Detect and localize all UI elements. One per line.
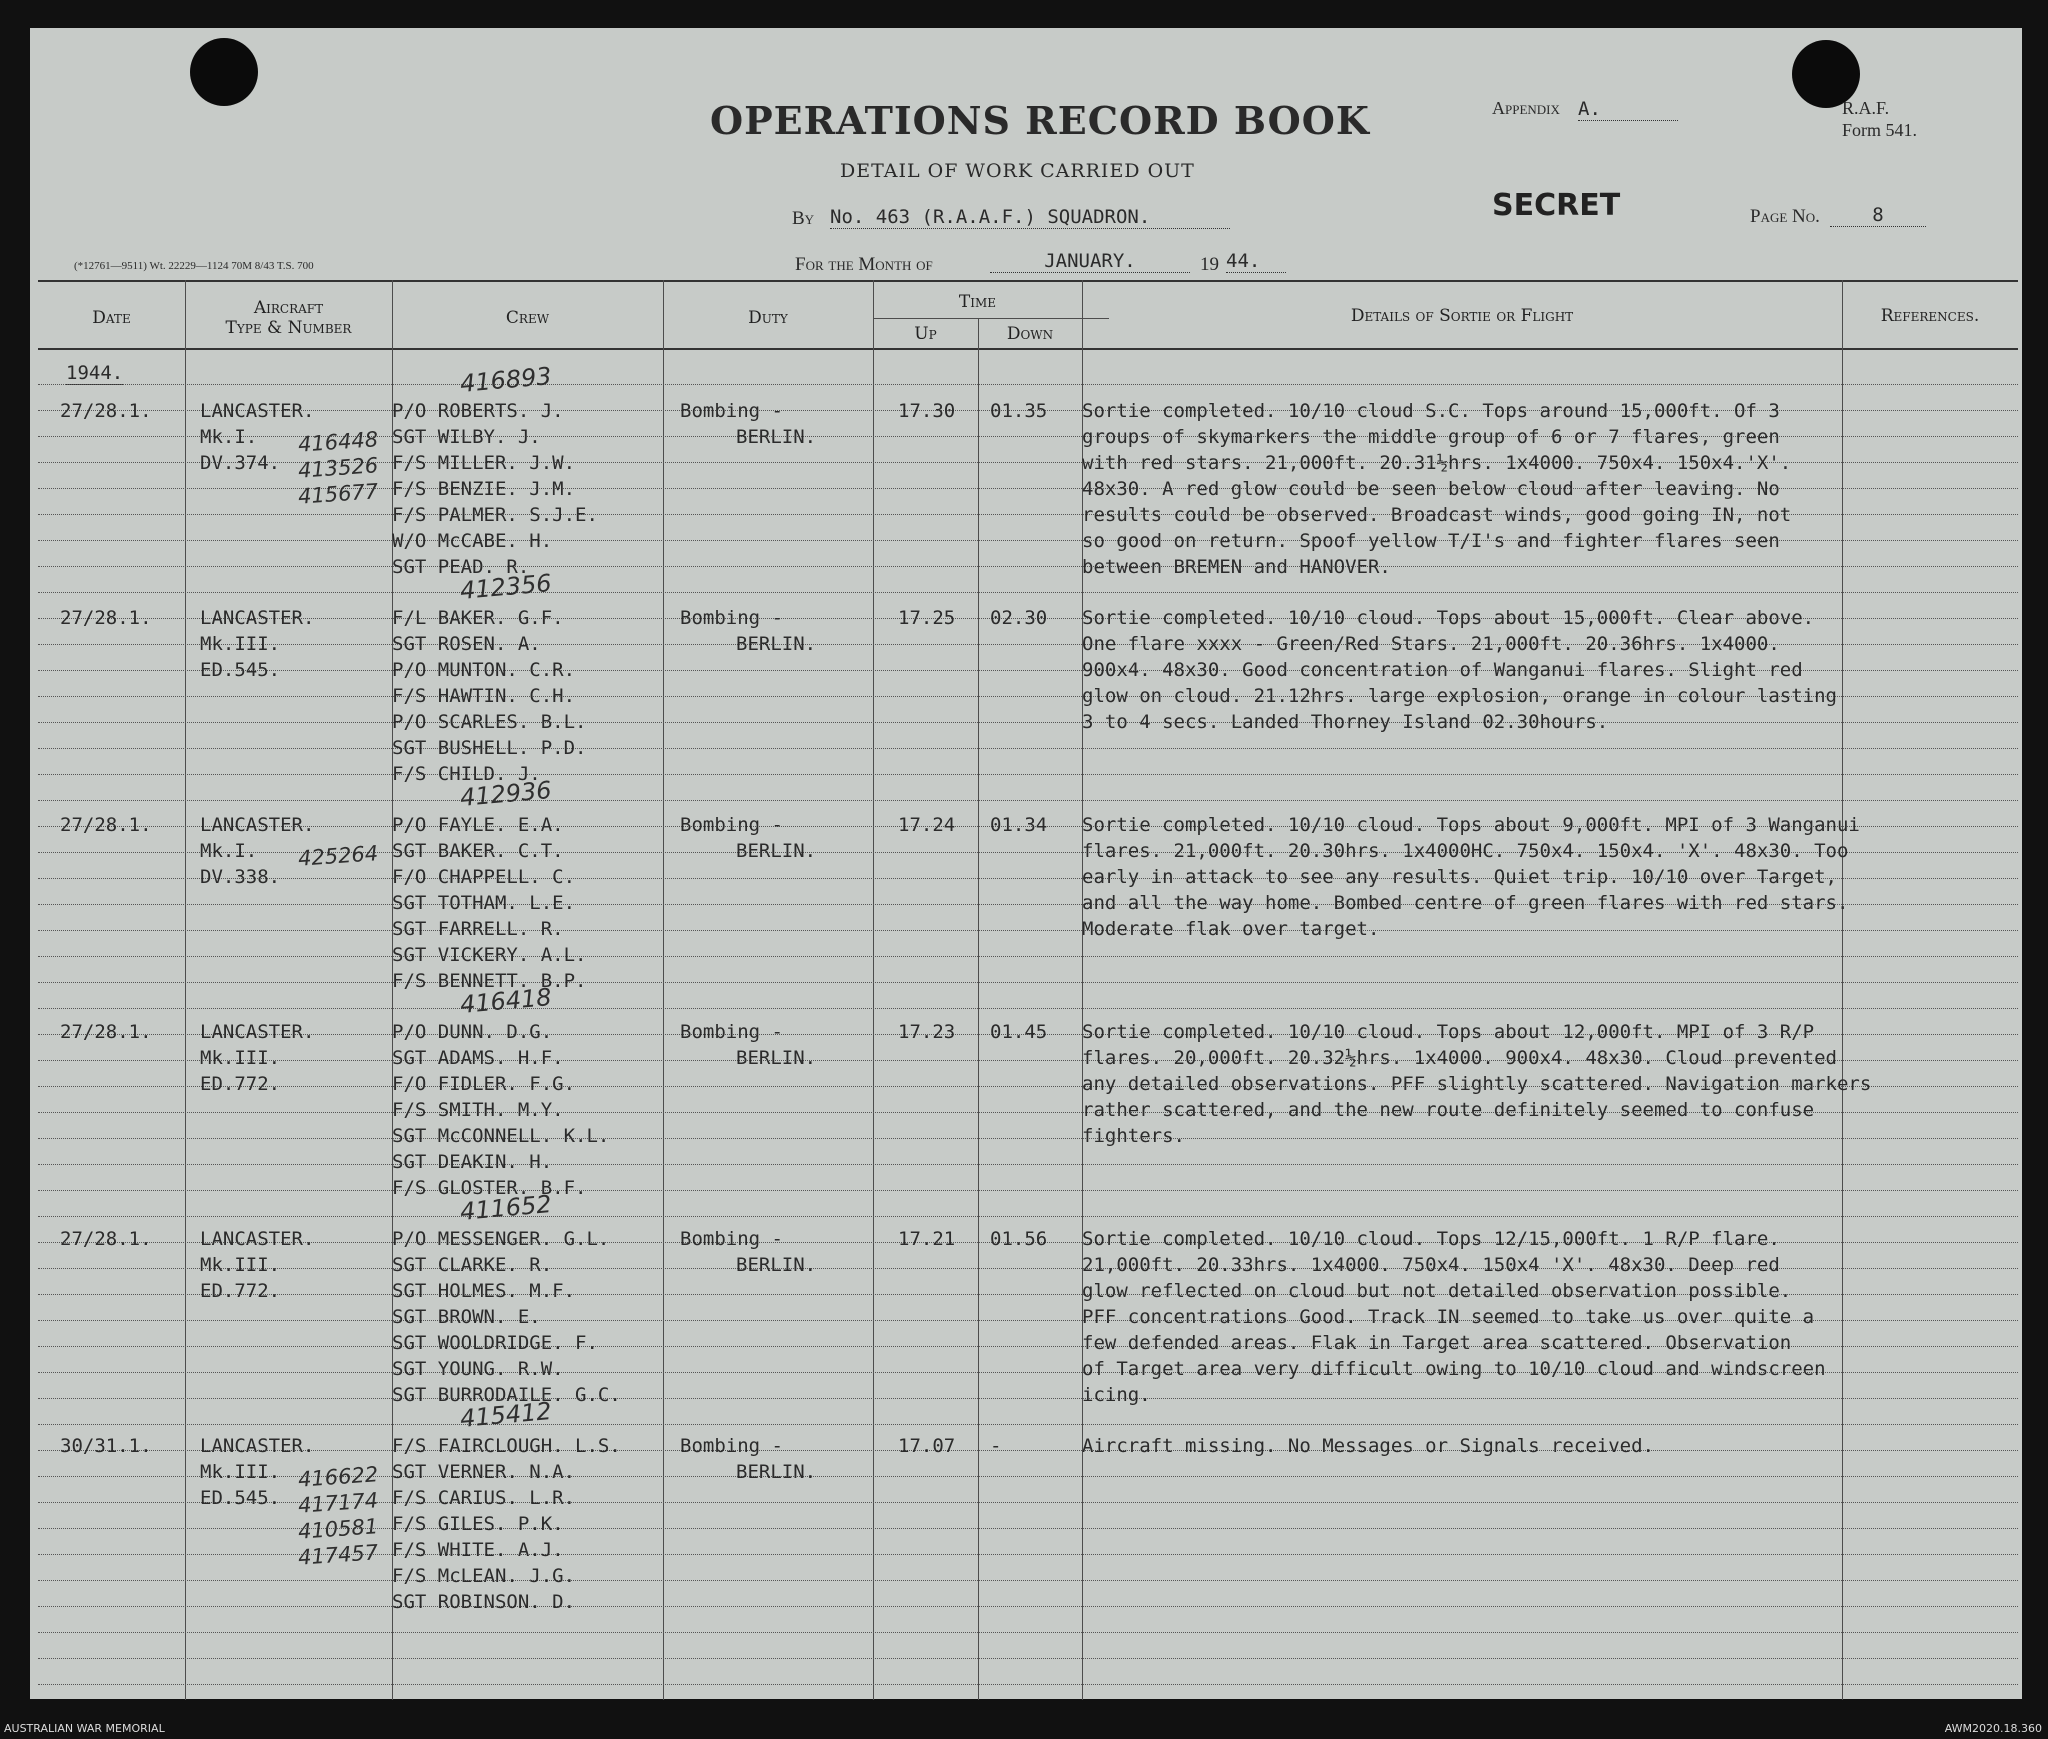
ruled-line	[38, 566, 2018, 567]
print-code: (*12761—9511) Wt. 22229—1124 70M 8/43 T.S. 700	[74, 260, 314, 272]
crew-member: SGT BUSHELL. P.D.	[392, 737, 587, 759]
crew-member: SGT McCONNELL. K.L.	[392, 1125, 610, 1147]
sortie-detail-line: few defended areas. Flak in Target area scattered. Observation	[1082, 1332, 1792, 1354]
col-divider	[978, 318, 979, 1700]
ruled-line	[38, 930, 2018, 931]
aircraft-line: DV.338.	[200, 866, 281, 888]
ruled-line	[38, 1138, 2018, 1139]
col-header-aircraft-sub: Type & Number	[225, 318, 352, 338]
aircraft-line: LANCASTER.	[200, 400, 315, 422]
col-header-crew: Crew	[505, 308, 550, 328]
sortie-detail-line: Sortie completed. 10/10 cloud. Tops about 9,000ft. MPI of 3 Wanganui	[1082, 814, 1860, 836]
sortie-detail-line: flares. 21,000ft. 20.30hrs. 1x4000HC. 750x4. 150x4. 'X'. 48x30. Too	[1082, 840, 1849, 862]
duty-line: Bombing -	[680, 400, 783, 422]
sortie-date: 30/31.1.	[60, 1435, 152, 1457]
ruled-line	[38, 956, 2018, 957]
col-divider	[663, 280, 664, 1700]
sortie-detail-line: flares. 20,000ft. 20.32½hrs. 1x4000. 900x4. 48x30. Cloud prevented	[1082, 1047, 1837, 1069]
appendix-label: Appendix	[1492, 98, 1560, 118]
col-header-date: Date	[92, 308, 131, 328]
sortie-date: 27/28.1.	[60, 814, 152, 836]
crew-member: SGT BURRODAILE. G.C.	[392, 1384, 621, 1406]
sortie-detail-line: between BREMEN and HANOVER.	[1082, 556, 1391, 578]
binder-hole-left	[190, 38, 258, 106]
crew-member: SGT HOLMES. M.F.	[392, 1280, 576, 1302]
crew-member: P/O SCARLES. B.L.	[392, 711, 587, 733]
handwritten-service-number: 416893	[458, 362, 553, 398]
sortie-detail-line: icing.	[1082, 1384, 1151, 1406]
crew-member: SGT PEAD. R.	[392, 556, 530, 578]
duty-line: Bombing -	[680, 1435, 783, 1457]
year-entry: 1944.	[66, 362, 124, 384]
page-number: 8	[1830, 204, 1926, 227]
time-split-line	[873, 318, 1109, 319]
aircraft-line: LANCASTER.	[200, 814, 315, 836]
duty-line: Bombing -	[680, 814, 783, 836]
ruled-line	[38, 592, 2018, 593]
handwritten-service-number: 410581	[297, 1514, 379, 1544]
crew-member: P/O FAYLE. E.A.	[392, 814, 564, 836]
month-label: For the Month of	[795, 254, 933, 275]
aircraft-line: Mk.III.	[200, 1461, 281, 1483]
col-header-down: Down	[1006, 324, 1054, 344]
crew-member: F/S BENZIE. J.M.	[392, 478, 576, 500]
aircraft-line: Mk.III.	[200, 1047, 281, 1069]
sortie-date: 27/28.1.	[60, 607, 152, 629]
handwritten-service-number: 425264	[297, 841, 379, 871]
sortie-detail-line: and all the way home. Bombed centre of green flares with red stars.	[1082, 892, 1849, 914]
time-down: 01.34	[990, 814, 1048, 836]
duty-line: Bombing -	[680, 1021, 783, 1043]
crew-member: P/O ROBERTS. J.	[392, 400, 564, 422]
time-down: 01.45	[990, 1021, 1048, 1043]
handwritten-service-number: 412936	[458, 776, 553, 812]
time-up: 17.23	[898, 1021, 956, 1043]
aircraft-line: ED.772.	[200, 1073, 281, 1095]
crew-member: F/S PALMER. S.J.E.	[392, 504, 598, 526]
aircraft-line: Mk.I.	[200, 840, 258, 862]
duty-line: BERLIN.	[736, 1047, 817, 1069]
sortie-detail-line: Sortie completed. 10/10 cloud. Tops about 15,000ft. Clear above.	[1082, 607, 1815, 629]
secret-stamp: SECRET	[1492, 188, 1621, 223]
time-down: 01.35	[990, 400, 1048, 422]
ruled-line	[38, 1164, 2018, 1165]
form-line2: Form 541.	[1842, 120, 1918, 140]
aircraft-line: DV.374.	[200, 452, 281, 474]
sortie-detail-line: rather scattered, and the new route definitely seemed to confuse	[1082, 1099, 1815, 1121]
crew-member: F/S CHILD. J.	[392, 763, 541, 785]
time-up: 17.30	[898, 400, 956, 422]
sortie-detail-line: Sortie completed. 10/10 cloud. Tops about 12,000ft. MPI of 3 R/P	[1082, 1021, 1815, 1043]
crew-member: F/L BAKER. G.F.	[392, 607, 564, 629]
crew-member: F/S McLEAN. J.G.	[392, 1565, 576, 1587]
ruled-line	[38, 800, 2018, 801]
crew-member: SGT WILBY. J.	[392, 426, 541, 448]
crew-member: W/O McCABE. H.	[392, 530, 553, 552]
crew-member: P/O MESSENGER. G.L.	[392, 1228, 610, 1250]
crew-member: F/O FIDLER. F.G.	[392, 1073, 576, 1095]
sortie-date: 27/28.1.	[60, 1021, 152, 1043]
crew-member: F/S WHITE. A.J.	[392, 1539, 564, 1561]
col-header-references: References.	[1880, 306, 1980, 326]
time-down: 02.30	[990, 607, 1048, 629]
ruled-line	[38, 1424, 2018, 1425]
ruled-line	[38, 1398, 2018, 1399]
sortie-detail-line: 900x4. 48x30. Good concentration of Wanganui flares. Slight red	[1082, 659, 1803, 681]
crew-member: F/S SMITH. M.Y.	[392, 1099, 564, 1121]
duty-line: BERLIN.	[736, 1254, 817, 1276]
ruled-line	[38, 1450, 2018, 1451]
duty-line: Bombing -	[680, 607, 783, 629]
page-title: OPERATIONS RECORD BOOK	[710, 98, 1370, 143]
duty-line: BERLIN.	[736, 1461, 817, 1483]
col-header-up: Up	[914, 324, 937, 344]
duty-line: BERLIN.	[736, 633, 817, 655]
col-divider	[185, 280, 186, 1700]
sortie-detail-line: PFF concentrations Good. Track IN seemed to take us over quite a	[1082, 1306, 1815, 1328]
ruled-line	[38, 982, 2018, 983]
header-bottom-border	[38, 348, 2018, 350]
handwritten-service-number: 416418	[458, 983, 553, 1019]
sortie-detail-line: Sortie completed. 10/10 cloud. Tops 12/15,000ft. 1 R/P flare.	[1082, 1228, 1780, 1250]
time-up: 17.25	[898, 607, 956, 629]
sortie-detail-line: glow reflected on cloud but not detailed observation possible.	[1082, 1280, 1792, 1302]
crew-member: SGT ADAMS. H.F.	[392, 1047, 564, 1069]
duty-line: Bombing -	[680, 1228, 783, 1250]
handwritten-service-number: 412356	[458, 569, 553, 605]
crew-member: F/S GLOSTER. B.F.	[392, 1177, 587, 1199]
crew-member: F/S GILES. P.K.	[392, 1513, 564, 1535]
time-down: 01.56	[990, 1228, 1048, 1250]
ruled-line	[38, 1190, 2018, 1191]
appendix-value: A.	[1578, 98, 1678, 121]
table-top-border	[38, 280, 2018, 282]
handwritten-service-number: 411652	[458, 1190, 553, 1226]
sortie-detail-line: 48x30. A red glow could be seen below cloud after leaving. No	[1082, 478, 1780, 500]
crew-member: SGT BAKER. C.T.	[392, 840, 564, 862]
page-subtitle: DETAIL OF WORK CARRIED OUT	[840, 160, 1195, 182]
handwritten-service-number: 417174	[297, 1488, 379, 1518]
duty-line: BERLIN.	[736, 426, 817, 448]
crew-member: F/S FAIRCLOUGH. L.S.	[392, 1435, 621, 1457]
aircraft-line: Mk.III.	[200, 1254, 281, 1276]
sortie-detail-line: 21,000ft. 20.33hrs. 1x4000. 750x4. 150x4 'X'. 48x30. Deep red	[1082, 1254, 1780, 1276]
crew-member: F/S CARIUS. L.R.	[392, 1487, 576, 1509]
col-divider	[1842, 280, 1843, 1700]
crew-member: SGT VERNER. N.A.	[392, 1461, 576, 1483]
time-up: 17.21	[898, 1228, 956, 1250]
crew-member: SGT CLARKE. R.	[392, 1254, 553, 1276]
sortie-date: 27/28.1.	[60, 1228, 152, 1250]
crew-member: P/O MUNTON. C.R.	[392, 659, 576, 681]
aircraft-line: ED.545.	[200, 1487, 281, 1509]
duty-line: BERLIN.	[736, 840, 817, 862]
aircraft-line: ED.545.	[200, 659, 281, 681]
sortie-detail-line: any detailed observations. PFF slightly scattered. Navigation markers	[1082, 1073, 1872, 1095]
col-header-details: Details of Sortie or Flight	[1350, 306, 1574, 326]
handwritten-service-number: 415412	[458, 1397, 553, 1433]
col-header-duty: Duty	[748, 308, 788, 328]
crew-member: P/O DUNN. D.G.	[392, 1021, 553, 1043]
col-header-aircraft: Aircraft	[253, 298, 324, 318]
month-value: JANUARY.	[990, 250, 1190, 273]
sortie-detail-line: Moderate flak over target.	[1082, 918, 1380, 940]
aircraft-line: LANCASTER.	[200, 1435, 315, 1457]
ruled-line	[38, 1606, 2018, 1607]
year-value: 44.	[1226, 250, 1286, 273]
sortie-detail-line: early in attack to see any results. Quiet trip. 10/10 over Target,	[1082, 866, 1837, 888]
time-up: 17.07	[898, 1435, 956, 1457]
crew-member: SGT DEAKIN. H.	[392, 1151, 553, 1173]
sortie-detail-line: glow on cloud. 21.12hrs. large explosion, orange in colour lasting	[1082, 685, 1837, 707]
handwritten-service-number: 413526	[297, 453, 379, 483]
handwritten-service-number: 416622	[297, 1462, 379, 1492]
ruled-line	[38, 748, 2018, 749]
sortie-detail-line: so good on return. Spoof yellow T/I's and fighter flares seen	[1082, 530, 1780, 552]
ruled-line	[38, 722, 2018, 723]
handwritten-service-number: 415677	[297, 479, 379, 509]
time-down: -	[990, 1435, 1002, 1457]
crew-member: SGT BROWN. E.	[392, 1306, 541, 1328]
crew-member: SGT FARRELL. R.	[392, 918, 564, 940]
aircraft-line: LANCASTER.	[200, 607, 315, 629]
sortie-date: 27/28.1.	[60, 400, 152, 422]
ruled-line	[38, 1216, 2018, 1217]
sortie-detail-line: Sortie completed. 10/10 cloud S.C. Tops around 15,000ft. Of 3	[1082, 400, 1780, 422]
col-header-time: Time	[958, 292, 997, 312]
crew-member: SGT YOUNG. R.W.	[392, 1358, 564, 1380]
sortie-detail-line: Aircraft missing. No Messages or Signals received.	[1082, 1435, 1654, 1457]
ruled-line	[38, 1008, 2018, 1009]
ruled-line	[38, 1658, 2018, 1659]
sortie-detail-line: groups of skymarkers the middle group of 6 or 7 flares, green	[1082, 426, 1780, 448]
sortie-detail-line: with red stars. 21,000ft. 20.31½hrs. 1x4000. 750x4. 150x4.'X'.	[1082, 452, 1792, 474]
ruled-line	[38, 1580, 2018, 1581]
col-divider	[873, 280, 874, 1700]
squadron-name: No. 463 (R.A.A.F.) SQUADRON.	[830, 206, 1230, 229]
sortie-detail-line: One flare xxxx - Green/Red Stars. 21,000ft. 20.36hrs. 1x4000.	[1082, 633, 1780, 655]
sortie-detail-line: of Target area very difficult owing to 10/10 cloud and windscreen	[1082, 1358, 1826, 1380]
year-prefix: 19	[1200, 254, 1219, 275]
crew-member: SGT VICKERY. A.L.	[392, 944, 587, 966]
aircraft-line: Mk.III.	[200, 633, 281, 655]
form-line1: R.A.F.	[1842, 98, 1890, 118]
ruled-line	[38, 384, 2018, 385]
ruled-line	[38, 1684, 2018, 1685]
page-number-label: Page No.	[1750, 206, 1820, 227]
sortie-detail-line: results could be observed. Broadcast winds, good going IN, not	[1082, 504, 1792, 526]
ruled-line	[38, 774, 2018, 775]
aircraft-line: LANCASTER.	[200, 1021, 315, 1043]
aircraft-line: Mk.I.	[200, 426, 258, 448]
aircraft-line: ED.772.	[200, 1280, 281, 1302]
crew-member: SGT TOTHAM. L.E.	[392, 892, 576, 914]
footer-left: AUSTRALIAN WAR MEMORIAL	[4, 1722, 165, 1735]
by-label: By	[792, 208, 815, 229]
record-sheet	[30, 28, 2022, 1699]
crew-member: SGT ROSEN. A.	[392, 633, 541, 655]
sortie-detail-line: 3 to 4 secs. Landed Thorney Island 02.30hours.	[1082, 711, 1609, 733]
ruled-line	[38, 1632, 2018, 1633]
crew-member: SGT WOOLDRIDGE. F.	[392, 1332, 598, 1354]
crew-member: F/S HAWTIN. C.H.	[392, 685, 576, 707]
crew-member: F/S BENNETT. B.P.	[392, 970, 587, 992]
handwritten-service-number: 416448	[297, 427, 379, 457]
time-up: 17.24	[898, 814, 956, 836]
crew-member: F/S MILLER. J.W.	[392, 452, 576, 474]
crew-member: F/O CHAPPELL. C.	[392, 866, 576, 888]
footer-right: AWM2020.18.360	[1944, 1722, 2042, 1735]
handwritten-service-number: 417457	[297, 1540, 379, 1570]
aircraft-line: LANCASTER.	[200, 1228, 315, 1250]
sortie-detail-line: fighters.	[1082, 1125, 1185, 1147]
crew-member: SGT ROBINSON. D.	[392, 1591, 576, 1613]
